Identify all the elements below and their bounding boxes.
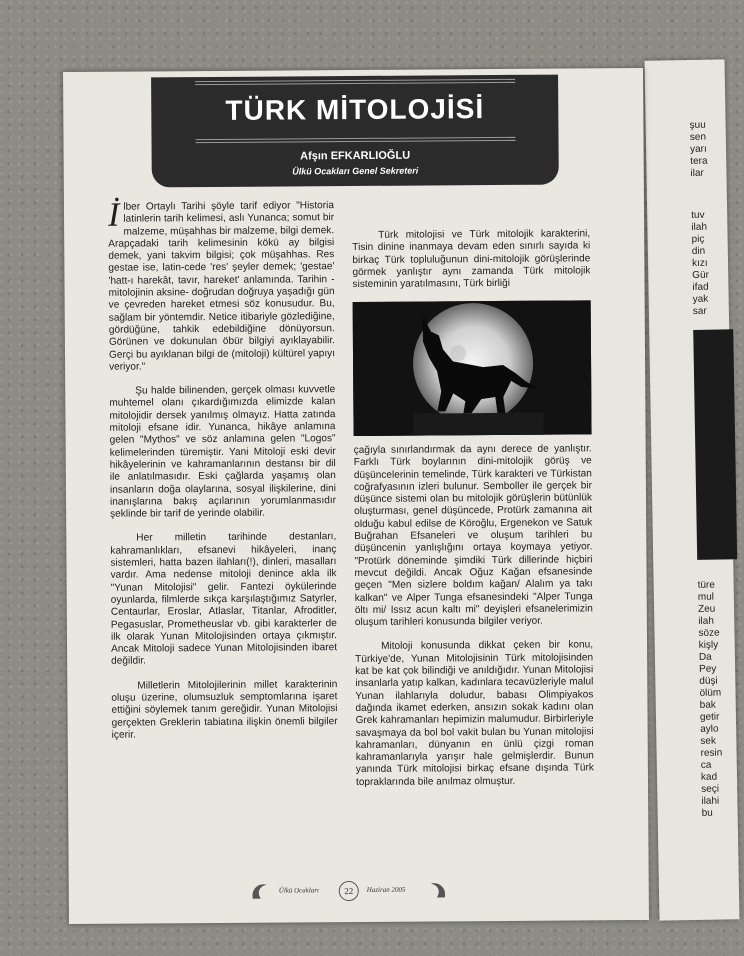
next-page-text-fragment: ölüm	[699, 687, 722, 699]
next-page-text-fragment: söze	[698, 627, 720, 639]
howling-wolf-image	[353, 300, 592, 436]
next-page-text-fragment: resin	[700, 747, 723, 759]
header-rule-top-2	[195, 82, 515, 85]
next-page-edge	[645, 59, 740, 920]
next-page-text-fragment: seçi	[701, 783, 720, 795]
author-role: Ülkü Ocakları Genel Sekreteri	[292, 165, 419, 177]
next-page-text-fragment: piç	[691, 233, 705, 245]
next-page-text-fragment: yarı	[689, 143, 707, 155]
next-page-text-fragment: düşi	[699, 675, 718, 687]
right-column-bottom	[354, 443, 594, 801]
next-page-text-fragment: kızı	[691, 257, 708, 269]
next-page-text-fragment: ca	[700, 759, 712, 771]
next-page-text-fragment: tera	[690, 155, 708, 167]
magazine-page	[63, 68, 649, 924]
next-page-text-fragment: ilah	[691, 221, 708, 233]
paragraph-1: İlber Ortaylı Tarihi şöyle tarif ediyor "Historia latinlerin tarih kelimesi, aslı Yunanca; somut bir malzeme, müşahhas bir malzeme, bilgi demek. Arapçadaki tarih kelimesinin kökü ay bilgisi demek, yani takvim bilgisi; çok müşahhas. Res gestae ise, latin-cede 'res' şeyler demek; 'gestae' 'hatt-ı harekât, tavır, hareket' anlamında. Tarihin -mitolojinin aksine- doğrudan doğruya yaşadığı gün ve çevreden hareket etmesi söz konusudur. Bu, sağlam bir yöntemdir. Netice itibariyle gözlediğine, gördüğüne, tahkik edebildiğine dönüyorsun. Görünen ve dokunulan öbür bilgiyi ayıklayabilir. Gerçi bu ayıklanan bilgi de (mitoloji) kültürel yapıyı veriyor."	[107, 196, 336, 373]
next-page-text-fragment: Zeu	[697, 603, 716, 615]
paragraph-5: Türk mitolojisi ve Türk mitolojik karakterini, Tisin dinine inanmaya devam eden sınırlı sayıda ki birkaç Türk topluluğunun dini-mitolojik görüşlerinde görmek yanlıştır aynı zamanda Türk mitolojik sisteminin yaratılmasını, Türk birliği	[352, 228, 591, 291]
drop-cap: İ	[107, 196, 120, 234]
author-name: Afşın EFKARLIOĞLU	[300, 149, 411, 163]
next-page-text-fragment: türe	[697, 579, 715, 591]
paragraph-7: Mitoloji konusunda dikkat çeken bir konu, Türkiye'de, Yunan Mitolojisinin Türk mitolojisinden kat be kat çok bilindiği ve anıldığıdır. Yunan Mitolojisi insanlarla yatıp kalkan, kadınlara tecavüzleriyle malul Yunan ilahlarıyla doludur, babası Olimpiyakos dağında ikamet ederken, ansızın sokak kadını olan Grek kahramanları hepimizin malumudur. Birbirleriyle savaşmaya da bol bol vakit bulan bu Yunan mitolojisi kahramanları, dünyanın en ünlü çizgi roman kahramanlarıyla yarışır hale gelmişlerdir. Bunun yanında Türk mitolojisi birkaç efsane dışında Türk topraklarında bile anılmaz olmuştur.	[355, 639, 594, 788]
next-page-text-fragment: ilahi	[701, 795, 720, 807]
next-page-text-fragment: şuu	[689, 119, 706, 131]
next-page-text-fragment: sar	[692, 305, 707, 317]
crescent-ornament-left-icon	[249, 881, 271, 901]
next-page-text-fragment: mul	[697, 591, 715, 603]
page-footer	[239, 877, 459, 903]
next-page-text-fragment: ilar	[690, 167, 704, 179]
wolf-moon-illustration	[353, 300, 592, 436]
next-page-text-fragment: aylo	[700, 723, 719, 735]
next-page-text-fragment: kad	[700, 771, 718, 783]
footer-date: Haziran 2005	[366, 885, 406, 894]
next-page-text-fragment: ilah	[698, 615, 714, 627]
paragraph-2: Şu halde bilinenden, gerçek olması kuvvetle muhtemel olanı çıkardığımızda elimizde kalan mitolojidir dersek yanılmış olmayız. Hatta zatında mitoloji efsane idir. Yunanca, hikâye anlamına gelen "Mythos" ve söz anlamına gelen "Logos" kelimelerinden türemiştir. Yani Mitoloji eski devir hikâyelerinin ve kahramanlarının destansı bir dil ile anlatılmasıdır. Eski çağlarda yaşamış olan insanların doğa olaylarına, sosyal ilişkilerine, dini inanışlarına bakış açılarının yorumlanmasıdır şeklinde bir tarif de yerinde olabilir.	[109, 384, 337, 520]
next-page-text-fragment: sen	[689, 131, 707, 143]
next-page-text-fragment: din	[691, 245, 706, 257]
article-title: TÜRK MİTOLOJİSİ	[225, 93, 485, 126]
left-column	[107, 196, 338, 754]
page-number: 22	[339, 881, 359, 901]
paragraph-6: çağıyla sınırlandırmak da aynı derece de yanlıştır. Farklı Türk boylarının dini-mitolojik görüş ve düşüncelerinin temelinde, Türk karakteri ve Türkistan coğrafyasının izleri bulunur. Semboller ile gerçek bir düşünce sistemi olan bu mitolojik görüşlerin bütünlük oluşturması, genel düşüncede, Protürk zamanına ait olduğu kabul edilse de Köroğlu, Ergenekon ve Satuk Buğrahan Efsaneleri ve oluşum tarihleri bu düşüncenin yanlışlığını ortaya koymaya yetiyor. "Protürk döneminde şimdiki Türk dillerinde hiçbiri mevcut değildi. Ancak Oğuz Kağan efsanesinde geçen "Men sizlere boldım kağan/ Alalım ya takı kalkan" ve Alper Tunga efsanesindeki "Alper Tunga öltı mi/ Issız acun kaltı mi" deyişleri efsanelerimizin oluşum tarihleri konusunda bilgiler veriyor.	[353, 443, 593, 629]
next-page-text-fragment: yak	[692, 293, 709, 305]
article-header	[151, 75, 559, 188]
next-page-text-fragment: Pey	[699, 663, 717, 675]
next-page-text-fragment: kişly	[698, 639, 719, 651]
next-page-dark-image	[693, 329, 737, 560]
paragraph-4: Milletlerin Mitolojilerinin millet karakterinin oluşu üzerine, olumsuzluk semptomlarına işaret ettiğini söylemek tanım gereğidir. Yunan Mitolojisi gerçekten Greklerin tabiatına ilişkin önemli bilgiler içerir.	[111, 678, 338, 741]
header-rule-mid-2	[196, 140, 516, 143]
next-page-text-fragment: bu	[701, 807, 713, 819]
next-page-text-fragment: getir	[699, 711, 720, 723]
paragraph-3: Her milletin tarihinde destanları, kahramanlıkları, efsanevi hikâyeleri, inanç sistemleri, hatta bazen ilahları(!), dinleri, masalları vardır. Ama nedense mitoloji denince akla ilk "Yunan Mitolojisi" gelir. Fantezi öykülerinde oyunlarda, filmlerde sıkça karşılaştığımız Satyrler, Centaurlar, Eroslar, Atlaslar, Titanlar, Afroditler, Pegasuslar, Prometheuslar vb. gibi karakterler de ilk olarak Yunan Mitolojisinden ortaya çıkmıştır. Ancak Mitoloji sadece Yunan Mitolojisinden ibaret değildir.	[110, 531, 338, 668]
right-column-top	[352, 228, 591, 303]
footer-magazine-name: Ülkü Ocakları	[278, 886, 320, 895]
next-page-text-fragment: tuv	[691, 209, 705, 221]
crescent-ornament-right-icon	[427, 879, 449, 899]
next-page-text-fragment: Da	[698, 651, 712, 663]
next-page-text-fragment: Gür	[692, 269, 710, 281]
next-page-text-fragment: ifad	[692, 281, 709, 293]
next-page-text-fragment: bak	[699, 699, 716, 711]
next-page-text-fragment: sek	[700, 735, 717, 747]
